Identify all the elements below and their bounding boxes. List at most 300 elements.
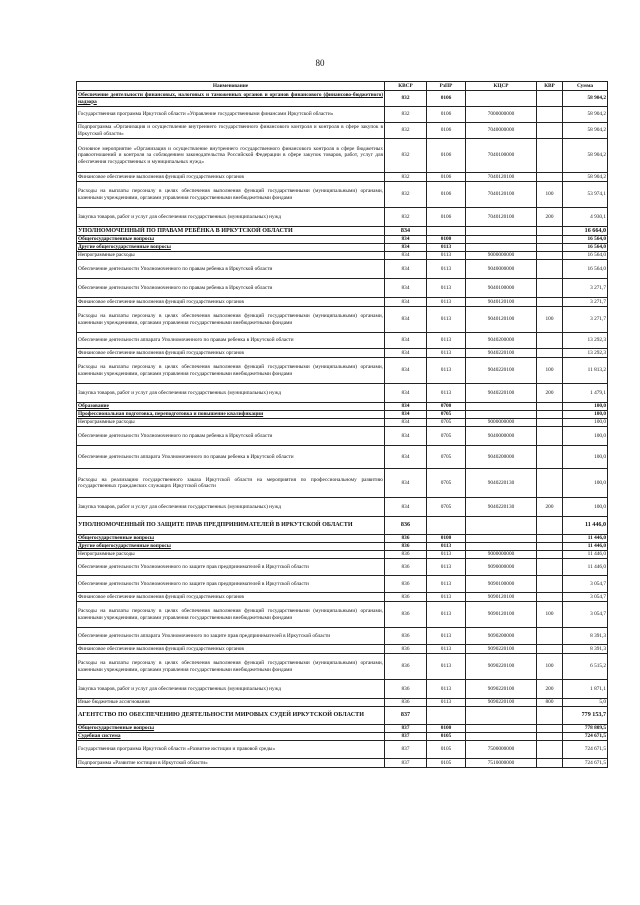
cell-kvr <box>537 645 563 654</box>
cell-kcsr <box>466 91 537 107</box>
table-row <box>77 469 608 498</box>
cell-rzpr: 0113 <box>427 384 466 403</box>
cell-kvsr: 832 <box>385 182 427 208</box>
table-row <box>77 741 608 759</box>
header-sum: Сумма <box>563 82 608 91</box>
table-header-row <box>77 82 608 91</box>
cell-kcsr <box>466 227 537 236</box>
cell-name: Общегосударственные вопросы <box>77 535 385 543</box>
cell-kcsr: 9040220100 <box>466 358 537 384</box>
cell-kvsr: 834 <box>385 469 427 498</box>
cell-kvr <box>537 733 563 741</box>
cell-rzpr: 0105 <box>427 741 466 759</box>
cell-sum: 724 671,5 <box>563 733 608 741</box>
cell-name: Финансовое обеспечение выполнения функций государственных органов <box>77 298 385 307</box>
table-row <box>77 139 608 173</box>
cell-name: Финансовое обеспечение выполнения функций государственных органов <box>77 645 385 654</box>
cell-kcsr: 9000000000 <box>466 419 537 427</box>
cell-kvsr: 834 <box>385 446 427 469</box>
cell-sum: 8 391,3 <box>563 628 608 645</box>
cell-kvsr: 836 <box>385 559 427 576</box>
table-row <box>77 654 608 680</box>
cell-sum: 16 664,0 <box>563 227 608 236</box>
cell-kvsr: 836 <box>385 543 427 551</box>
cell-kvr <box>537 427 563 446</box>
cell-name: Государственная программа Иркутской области «Развитие юстиции и правовой среды» <box>77 741 385 759</box>
cell-kvsr: 832 <box>385 91 427 107</box>
cell-name: АГЕНТСТВО ПО ОБЕСПЕЧЕНИЮ ДЕЯТЕЛЬНОСТИ МИРОВЫХ СУДЕЙ ИРКУТСКОЙ ОБЛАСТИ <box>77 707 385 725</box>
cell-name: Расходы на реализацию государственного заказа Иркутской области на мероприятия по профессиональному развитию государственных гражданских служащих Иркутской области <box>77 469 385 498</box>
cell-name: Основное мероприятие «Организация и осуществление внутреннего государственного финансового контроля в сфере бюджетных правоотношений и контроля за соблюдением законодательства Российской Федерации в сфере закупок товаров, работ, услуг для обеспечения государственных и муниципальных нужд» <box>77 139 385 173</box>
cell-sum: 53 974,1 <box>563 182 608 208</box>
cell-rzpr: 0113 <box>427 349 466 358</box>
cell-kcsr: 9040120100 <box>466 298 537 307</box>
cell-sum: 13 292,3 <box>563 349 608 358</box>
cell-kcsr: 9040000000 <box>466 427 537 446</box>
cell-rzpr: 0106 <box>427 182 466 208</box>
cell-kvsr: 832 <box>385 208 427 227</box>
cell-kcsr: 9040200000 <box>466 446 537 469</box>
cell-kvsr: 834 <box>385 403 427 411</box>
cell-name: Непрограммные расходы <box>77 551 385 559</box>
table-row <box>77 107 608 123</box>
cell-kvr <box>537 517 563 535</box>
cell-kvsr: 836 <box>385 517 427 535</box>
cell-rzpr: 0113 <box>427 252 466 260</box>
table-row <box>77 227 608 236</box>
cell-kcsr <box>466 411 537 419</box>
cell-kcsr <box>466 403 537 411</box>
cell-kvsr: 834 <box>385 260 427 279</box>
cell-name: Подпрограмма «Развитие юстиции в Иркутской области» <box>77 759 385 768</box>
cell-sum: 11 813,2 <box>563 358 608 384</box>
cell-sum: 3 054,7 <box>563 602 608 628</box>
cell-kvsr: 834 <box>385 358 427 384</box>
table-row <box>77 576 608 593</box>
cell-rzpr: 0105 <box>427 733 466 741</box>
cell-kvsr: 832 <box>385 173 427 182</box>
cell-name: Иные бюджетные ассигнования <box>77 699 385 707</box>
cell-rzpr: 0705 <box>427 411 466 419</box>
cell-kvsr: 834 <box>385 427 427 446</box>
header-name: Наименование <box>77 82 385 91</box>
table-row <box>77 307 608 333</box>
cell-sum: 58 904,2 <box>563 107 608 123</box>
cell-kcsr: 7040000000 <box>466 123 537 139</box>
cell-sum: 58 904,2 <box>563 173 608 182</box>
cell-kvr <box>537 741 563 759</box>
table-row <box>77 123 608 139</box>
cell-rzpr: 0106 <box>427 173 466 182</box>
header-kvr: КВР <box>537 82 563 91</box>
table-row <box>77 535 608 543</box>
cell-rzpr <box>427 517 466 535</box>
cell-kcsr: 9090120100 <box>466 593 537 602</box>
table-row <box>77 419 608 427</box>
table-body <box>77 91 608 768</box>
cell-sum: 778 809,5 <box>563 725 608 733</box>
cell-kcsr: 9090120100 <box>466 602 537 628</box>
cell-kvr: 200 <box>537 680 563 699</box>
cell-rzpr: 0705 <box>427 419 466 427</box>
cell-name: Другие общегосударственные вопросы <box>77 244 385 252</box>
cell-kvr <box>537 593 563 602</box>
cell-kcsr: 9040220100 <box>466 384 537 403</box>
cell-kvsr: 837 <box>385 725 427 733</box>
cell-sum: 5,0 <box>563 699 608 707</box>
cell-kvr: 100 <box>537 358 563 384</box>
cell-rzpr: 0113 <box>427 593 466 602</box>
table-row <box>77 244 608 252</box>
table-row <box>77 602 608 628</box>
table-row <box>77 358 608 384</box>
cell-sum: 100,0 <box>563 498 608 517</box>
cell-kvsr: 836 <box>385 602 427 628</box>
cell-sum: 11 446,0 <box>563 535 608 543</box>
cell-kvsr: 836 <box>385 628 427 645</box>
cell-rzpr: 0705 <box>427 446 466 469</box>
cell-rzpr: 0113 <box>427 333 466 349</box>
cell-sum: 3 054,7 <box>563 593 608 602</box>
cell-kvr <box>537 403 563 411</box>
cell-kvr: 100 <box>537 602 563 628</box>
cell-rzpr: 0113 <box>427 260 466 279</box>
table-row <box>77 236 608 244</box>
cell-kcsr: 9090200000 <box>466 628 537 645</box>
cell-rzpr: 0100 <box>427 535 466 543</box>
cell-rzpr: 0705 <box>427 498 466 517</box>
cell-rzpr: 0113 <box>427 699 466 707</box>
cell-sum: 100,0 <box>563 403 608 411</box>
table-row <box>77 645 608 654</box>
table-row <box>77 498 608 517</box>
cell-kvsr: 836 <box>385 699 427 707</box>
cell-sum: 100,0 <box>563 427 608 446</box>
cell-kvr <box>537 252 563 260</box>
cell-sum: 13 292,3 <box>563 333 608 349</box>
cell-name: Финансовое обеспечение выполнения функций государственных органов <box>77 173 385 182</box>
cell-sum: 1 479,1 <box>563 384 608 403</box>
cell-sum: 11 446,0 <box>563 543 608 551</box>
cell-sum: 11 446,0 <box>563 551 608 559</box>
cell-rzpr: 0113 <box>427 244 466 252</box>
cell-kcsr: 9090100000 <box>466 576 537 593</box>
cell-kvr <box>537 628 563 645</box>
table-row <box>77 252 608 260</box>
cell-kvsr: 834 <box>385 411 427 419</box>
cell-name: Обеспечение деятельности аппарата Уполномоченного по защите прав предпринимателей в Иркутской области <box>77 628 385 645</box>
cell-kcsr: 9040220100 <box>466 349 537 358</box>
cell-kvsr: 832 <box>385 123 427 139</box>
cell-kvr <box>537 298 563 307</box>
table-row <box>77 208 608 227</box>
cell-kcsr <box>466 725 537 733</box>
cell-name: Расходы на выплаты персоналу в целях обеспечения выполнения функций государственными (муниципальными) органами, казенными учреждениями, органами управления государственными внебюджетными фондами <box>77 358 385 384</box>
cell-name: Закупка товаров, работ и услуг для обеспечения государственных (муниципальных) нужд <box>77 498 385 517</box>
cell-kcsr: 9090220100 <box>466 699 537 707</box>
cell-rzpr <box>427 227 466 236</box>
cell-rzpr: 0100 <box>427 725 466 733</box>
cell-name: Непрограммные расходы <box>77 419 385 427</box>
table-row <box>77 628 608 645</box>
cell-rzpr: 0705 <box>427 427 466 446</box>
cell-name: Обеспечение деятельности Уполномоченного по защите прав предпринимателей в Иркутской области <box>77 576 385 593</box>
cell-kvsr: 837 <box>385 759 427 768</box>
cell-kvr <box>537 759 563 768</box>
cell-kvr <box>537 349 563 358</box>
cell-kvsr: 837 <box>385 707 427 725</box>
cell-kvr <box>537 236 563 244</box>
table-row <box>77 559 608 576</box>
cell-sum: 100,0 <box>563 469 608 498</box>
cell-kcsr: 9090000000 <box>466 559 537 576</box>
table-row <box>77 260 608 279</box>
cell-rzpr: 0106 <box>427 107 466 123</box>
cell-kcsr: 7040100000 <box>466 139 537 173</box>
cell-name: Расходы на выплаты персоналу в целях обеспечения выполнения функций государственными (муниципальными) органами, казенными учреждениями, органами управления государственными внебюджетными фондами <box>77 307 385 333</box>
cell-rzpr: 0705 <box>427 469 466 498</box>
cell-name: Общегосударственные вопросы <box>77 725 385 733</box>
cell-name: Расходы на выплаты персоналу в целях обеспечения выполнения функций государственными (муниципальными) органами, казенными учреждениями, органами управления государственными внебюджетными фондами <box>77 182 385 208</box>
cell-kcsr: 7510000000 <box>466 759 537 768</box>
cell-kcsr: 7000000000 <box>466 107 537 123</box>
cell-name: Судебная система <box>77 733 385 741</box>
cell-kvsr: 834 <box>385 349 427 358</box>
cell-sum: 16 564,0 <box>563 244 608 252</box>
cell-name: Расходы на выплаты персоналу в целях обеспечения выполнения функций государственными (муниципальными) органами, казенными учреждениями, органами управления государственными внебюджетными фондами <box>77 602 385 628</box>
cell-kvr <box>537 559 563 576</box>
cell-kcsr <box>466 543 537 551</box>
cell-sum: 16 564,0 <box>563 252 608 260</box>
cell-kcsr: 9040100000 <box>466 279 537 298</box>
cell-name: Подпрограмма «Организация и осуществление внутреннего государственного финансового контроля и контроля в сфере закупок в Иркутской области» <box>78 124 383 137</box>
cell-kvsr: 836 <box>385 535 427 543</box>
cell-kvsr: 834 <box>385 333 427 349</box>
table-row <box>77 593 608 602</box>
cell-kvr <box>537 279 563 298</box>
cell-kvsr: 832 <box>385 139 427 173</box>
cell-sum: 11 446,0 <box>563 517 608 535</box>
cell-rzpr: 0113 <box>427 628 466 645</box>
table-row <box>77 446 608 469</box>
cell-kvsr: 836 <box>385 680 427 699</box>
cell-kvr <box>537 107 563 123</box>
cell-sum: 3 271,7 <box>563 298 608 307</box>
cell-kvr: 100 <box>537 182 563 208</box>
table-row <box>77 349 608 358</box>
cell-name: Финансовое обеспечение выполнения функций государственных органов <box>77 349 385 358</box>
table-row <box>77 543 608 551</box>
cell-rzpr: 0113 <box>427 645 466 654</box>
cell-name: Обеспечение деятельности аппарата Уполномоченного по правам ребенка в Иркутской области <box>77 446 385 469</box>
cell-sum: 100,0 <box>563 419 608 427</box>
cell-sum: 11 446,0 <box>563 559 608 576</box>
cell-kvsr: 832 <box>385 107 427 123</box>
cell-name: УПОЛНОМОЧЕННЫЙ ПО ПРАВАМ РЕБЁНКА В ИРКУТСКОЙ ОБЛАСТИ <box>77 227 385 236</box>
cell-kvr <box>537 419 563 427</box>
cell-kcsr <box>466 236 537 244</box>
cell-kvsr: 836 <box>385 654 427 680</box>
cell-name: Образование <box>77 403 385 411</box>
cell-rzpr: 0113 <box>427 654 466 680</box>
table-row <box>77 517 608 535</box>
cell-kcsr: 9040120100 <box>466 307 537 333</box>
table-row <box>77 427 608 446</box>
header-rzpr: РзПР <box>427 82 466 91</box>
cell-kvsr: 834 <box>385 298 427 307</box>
cell-name: Обеспечение деятельности Уполномоченного по правам ребенка в Иркутской области <box>77 427 385 446</box>
cell-kcsr <box>466 707 537 725</box>
cell-kvr <box>537 173 563 182</box>
cell-kvr <box>537 91 563 107</box>
cell-kvsr: 837 <box>385 741 427 759</box>
table-row <box>77 333 608 349</box>
cell-rzpr: 0106 <box>427 139 466 173</box>
cell-kcsr: 9040220130 <box>466 469 537 498</box>
budget-table <box>76 81 608 768</box>
cell-kcsr: 9000000000 <box>466 551 537 559</box>
cell-sum: 58 904,2 <box>563 91 608 107</box>
cell-sum: 1 871,1 <box>563 680 608 699</box>
cell-kvsr: 834 <box>385 244 427 252</box>
cell-kvsr: 836 <box>385 576 427 593</box>
cell-kvsr: 836 <box>385 551 427 559</box>
cell-sum: 58 904,2 <box>563 123 608 139</box>
cell-sum: 779 153,7 <box>563 707 608 725</box>
table-row <box>77 733 608 741</box>
cell-name: Обеспечение деятельности финансовых, налоговых и таможенных органов и органов финансового (финансово-бюджетного) надзора <box>78 92 383 105</box>
cell-kvsr: 837 <box>385 733 427 741</box>
cell-name: УПОЛНОМОЧЕННЫЙ ПО ЗАЩИТЕ ПРАВ ПРЕДПРИНИМАТЕЛЕЙ В ИРКУТСКОЙ ОБЛАСТИ <box>77 517 385 535</box>
cell-kvr <box>537 707 563 725</box>
table-row <box>77 173 608 182</box>
cell-sum: 724 671,5 <box>563 759 608 768</box>
cell-name: Обеспечение деятельности Уполномоченного по правам ребенка в Иркутской области <box>77 279 385 298</box>
cell-kvsr: 834 <box>385 498 427 517</box>
cell-kcsr: 7040120100 <box>466 208 537 227</box>
cell-rzpr: 0106 <box>427 208 466 227</box>
cell-kvr <box>537 139 563 173</box>
cell-rzpr: 0113 <box>427 543 466 551</box>
cell-name: Финансовое обеспечение выполнения функций государственных органов <box>77 593 385 602</box>
cell-sum: 16 564,0 <box>563 260 608 279</box>
cell-kvr <box>537 543 563 551</box>
cell-kvr <box>537 551 563 559</box>
table-row <box>77 384 608 403</box>
cell-kvsr: 834 <box>385 384 427 403</box>
cell-kvr <box>537 535 563 543</box>
cell-name: Другие общегосударственные вопросы <box>77 543 385 551</box>
header-kcsr: КЦСР <box>466 82 537 91</box>
cell-kcsr <box>466 733 537 741</box>
cell-name: Расходы на выплаты персоналу в целях обеспечения выполнения функций государственными (муниципальными) органами, казенными учреждениями, органами управления государственными внебюджетными фондами <box>77 654 385 680</box>
cell-sum: 3 054,7 <box>563 576 608 593</box>
cell-rzpr <box>427 707 466 725</box>
cell-name: Профессиональная подготовка, переподготовка и повышение квалификации <box>77 411 385 419</box>
table-row <box>77 279 608 298</box>
cell-kcsr: 9090220100 <box>466 654 537 680</box>
cell-kcsr: 9000000000 <box>466 252 537 260</box>
cell-name: Общегосударственные вопросы <box>77 236 385 244</box>
cell-rzpr: 0106 <box>427 91 466 107</box>
cell-kvsr: 834 <box>385 307 427 333</box>
cell-sum: 724 671,5 <box>563 741 608 759</box>
cell-kvr: 200 <box>537 208 563 227</box>
cell-name: Обеспечение деятельности Уполномоченного по защите прав предпринимателей в Иркутской области <box>77 559 385 576</box>
cell-kvsr: 834 <box>385 236 427 244</box>
cell-kvsr: 836 <box>385 645 427 654</box>
cell-kcsr <box>466 517 537 535</box>
table-row <box>77 680 608 699</box>
cell-kvsr: 834 <box>385 227 427 236</box>
header-kvsr: КВСР <box>385 82 427 91</box>
cell-kvr <box>537 469 563 498</box>
table-row <box>77 551 608 559</box>
cell-rzpr: 0100 <box>427 236 466 244</box>
cell-kvr <box>537 244 563 252</box>
cell-kcsr: 9090220100 <box>466 680 537 699</box>
cell-kcsr: 7040120100 <box>466 182 537 208</box>
cell-kcsr: 9040200000 <box>466 333 537 349</box>
cell-kcsr <box>466 535 537 543</box>
cell-kvr <box>537 227 563 236</box>
cell-rzpr: 0113 <box>427 576 466 593</box>
cell-kvr: 800 <box>537 699 563 707</box>
cell-kvr: 200 <box>537 384 563 403</box>
cell-kvr <box>537 411 563 419</box>
cell-rzpr: 0700 <box>427 403 466 411</box>
cell-sum: 100,0 <box>563 446 608 469</box>
cell-sum: 6 515,2 <box>563 654 608 680</box>
cell-sum: 3 271,7 <box>563 279 608 298</box>
cell-name: Закупка товаров, работ и услуг для обеспечения государственных (муниципальных) нужд <box>77 680 385 699</box>
cell-kvr <box>537 725 563 733</box>
table-row <box>77 403 608 411</box>
cell-sum: 8 391,3 <box>563 645 608 654</box>
cell-kvsr: 834 <box>385 252 427 260</box>
table-row <box>77 699 608 707</box>
cell-kvr: 100 <box>537 307 563 333</box>
cell-rzpr: 0113 <box>427 298 466 307</box>
cell-kvr <box>537 260 563 279</box>
cell-kvr <box>537 446 563 469</box>
cell-name: Обеспечение деятельности Уполномоченного по правам ребенка в Иркутской области <box>77 260 385 279</box>
table-row <box>77 91 608 107</box>
table-row <box>77 707 608 725</box>
cell-name: Государственная программа Иркутской области «Управление государственными финансами Иркутской области» <box>77 107 385 123</box>
table-row <box>77 298 608 307</box>
cell-name: Непрограммные расходы <box>77 252 385 260</box>
cell-sum: 100,0 <box>563 411 608 419</box>
cell-rzpr: 0106 <box>427 123 466 139</box>
cell-rzpr: 0113 <box>427 602 466 628</box>
cell-kvsr: 834 <box>385 419 427 427</box>
cell-sum: 16 564,0 <box>563 236 608 244</box>
cell-kvsr: 836 <box>385 593 427 602</box>
cell-name: Обеспечение деятельности аппарата Уполномоченного по правам ребенка в Иркутской области <box>77 333 385 349</box>
cell-kcsr <box>466 244 537 252</box>
cell-kcsr: 7040120100 <box>466 173 537 182</box>
cell-name: Закупка товаров, работ и услуг для обеспечения государственных (муниципальных) нужд <box>77 384 385 403</box>
cell-rzpr: 0113 <box>427 307 466 333</box>
cell-rzpr: 0113 <box>427 358 466 384</box>
cell-kvsr: 834 <box>385 279 427 298</box>
cell-kcsr: 9040220130 <box>466 498 537 517</box>
page-number: 80 <box>315 58 325 68</box>
cell-rzpr: 0105 <box>427 759 466 768</box>
cell-kvr <box>537 333 563 349</box>
table-row <box>77 182 608 208</box>
